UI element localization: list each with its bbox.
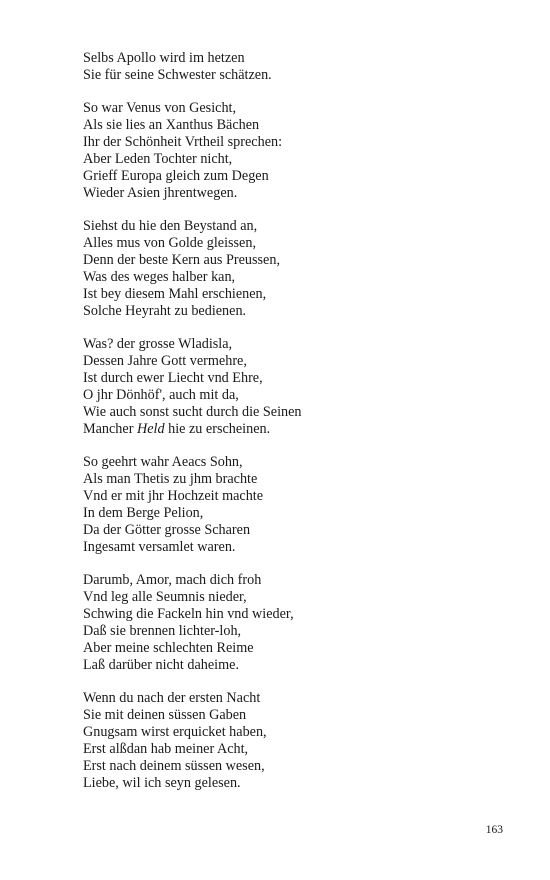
poem-line: Wenn du nach der ersten Nacht <box>83 690 261 706</box>
stanza <box>83 454 503 557</box>
poem-line: Selbs Apollo wird im hetzen <box>83 50 245 66</box>
poem-line: Was? der grosse Wladisla, <box>83 335 233 352</box>
emphasized-word: Held <box>136 421 165 438</box>
poem-line: O jhr Dönhöf', auch mit da, <box>83 387 239 404</box>
poem-line: Vnd er mit jhr Hochzeit machte <box>83 488 264 505</box>
poem-line: Da der Götter grosse Scharen <box>83 522 251 539</box>
poem-line: Aber meine schlechten Reime <box>83 640 254 657</box>
poem-line: Ingesamt versamlet waren. <box>83 539 236 556</box>
poem-line: Sie mit deinen süssen Gaben <box>83 707 247 724</box>
poem-line: Laß darüber nicht daheime. <box>83 657 239 674</box>
poem-line: Wie auch sonst sucht durch die Seinen <box>83 404 302 421</box>
poem-line: Dessen Jahre Gott vermehre, <box>83 352 247 369</box>
stanza <box>83 336 503 439</box>
poem-line: Liebe, wil ich seyn gelesen. <box>83 775 241 792</box>
line-text: Mancher <box>83 421 137 438</box>
stanza <box>83 50 503 84</box>
line-text: hie zu erscheinen. <box>164 421 271 438</box>
poem-line: Daß sie brennen lichter-loh, <box>83 623 242 640</box>
poem-line: Denn der beste Kern aus Preussen, <box>83 251 280 268</box>
poem-line: Wieder Asien jhrentwegen. <box>83 185 238 202</box>
stanza <box>83 690 503 793</box>
poem-line: Siehst du hie den Beystand an, <box>83 217 258 234</box>
poem-line: Erst nach deinem süssen wesen, <box>83 758 265 775</box>
poem-line: Als man Thetis zu jhm brachte <box>83 470 258 487</box>
poem-line: Ist durch ewer Liecht vnd Ehre, <box>83 370 263 386</box>
poem-line: Darumb, Amor, mach dich froh <box>83 571 262 588</box>
stanza <box>83 572 503 675</box>
poem-line <box>83 421 503 438</box>
poem-line: Sie für seine Schwester schätzen. <box>83 67 272 84</box>
poem-body <box>83 50 503 808</box>
poem-line: Grieff Europa gleich zum Degen <box>83 168 269 185</box>
page-number: 163 <box>485 824 503 836</box>
poem-line: Was des weges halber kan, <box>83 269 236 286</box>
poem-line: So geehrt wahr Aeacs Sohn, <box>83 453 243 470</box>
poem-line: Alles mus von Golde gleissen, <box>83 234 256 251</box>
poem-line: Als sie lies an Xanthus Bächen <box>83 116 260 133</box>
poem-line: In dem Berge Pelion, <box>83 505 204 522</box>
poem-line: So war Venus von Gesicht, <box>83 99 237 116</box>
poem-line: Solche Heyraht zu bedienen. <box>83 303 247 320</box>
poem-line: Schwing die Fackeln hin vnd wieder, <box>83 606 294 623</box>
poem-line: Gnugsam wirst erquicket haben, <box>83 724 267 741</box>
stanza <box>83 218 503 321</box>
stanza <box>83 100 503 203</box>
poem-line: Aber Leden Tochter nicht, <box>83 150 233 167</box>
poem-line: Ihr der Schönheit Vrtheil sprechen: <box>83 133 283 150</box>
poem-line: Vnd leg alle Seumnis nieder, <box>83 589 247 606</box>
poem-line: Ist bey diesem Mahl erschienen, <box>83 286 267 303</box>
poem-line: Erst alßdan hab meiner Acht, <box>83 741 249 758</box>
